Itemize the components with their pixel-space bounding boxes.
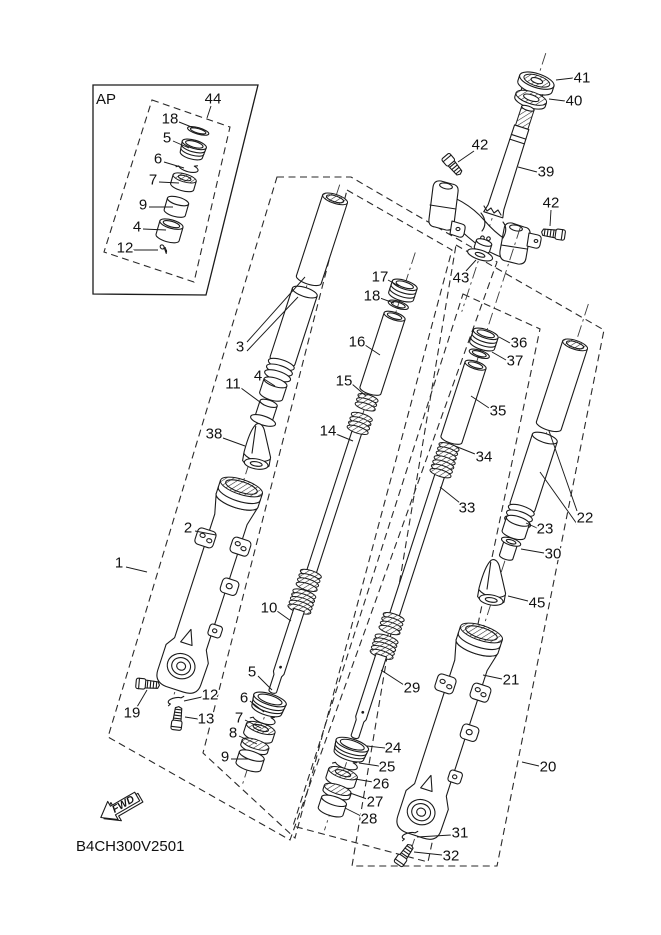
part-label-43: 43 xyxy=(452,269,470,287)
callout-leader xyxy=(518,167,537,172)
callout-leader xyxy=(549,431,577,511)
part-label-2: 2 xyxy=(183,519,193,537)
part-label-24: 24 xyxy=(384,739,402,757)
part-label-28: 28 xyxy=(360,810,378,828)
callout-leader xyxy=(492,352,506,360)
callout-leader xyxy=(521,549,544,553)
part-label-23: 23 xyxy=(536,520,554,538)
part-label-30: 30 xyxy=(544,545,562,563)
part-label-37: 37 xyxy=(506,352,524,370)
part-label-42: 42 xyxy=(542,194,560,212)
callout-leader xyxy=(258,676,272,690)
part-label-12: 12 xyxy=(116,239,134,257)
part-label-5: 5 xyxy=(162,129,172,147)
part-label-4: 4 xyxy=(132,218,142,236)
part-label-16: 16 xyxy=(348,333,366,351)
callout-leader xyxy=(483,675,502,679)
steering-stem-assembly xyxy=(429,48,566,318)
fwd-label: FWD xyxy=(109,793,137,816)
part-33-fork-spring xyxy=(378,454,456,637)
part-label-4: 4 xyxy=(253,367,263,385)
part-label-39: 39 xyxy=(537,163,555,181)
part-32-bolt xyxy=(394,842,416,867)
part-label-15: 15 xyxy=(335,372,353,390)
callout-leader xyxy=(207,106,211,118)
part-39-steering-stem xyxy=(484,103,538,218)
center-internals xyxy=(226,247,431,790)
part-label-33: 33 xyxy=(458,499,476,517)
callout-leader xyxy=(355,779,373,782)
part-label-21: 21 xyxy=(502,671,520,689)
part-12-clip xyxy=(167,696,185,706)
callout-leader xyxy=(540,472,577,524)
callout-leader xyxy=(277,611,291,621)
part-label-10: 10 xyxy=(260,599,278,617)
part-label-40: 40 xyxy=(565,92,583,110)
callout-leader xyxy=(345,808,361,816)
callout-leader xyxy=(381,670,404,685)
part-label-3: 3 xyxy=(235,338,245,356)
part-label-11: 11 xyxy=(225,375,241,393)
part-label-14: 14 xyxy=(319,422,337,440)
part-12-screw-ap xyxy=(159,244,168,253)
part-13-bolt xyxy=(171,706,184,731)
part-label-41: 41 xyxy=(573,69,591,87)
callout-leader xyxy=(185,717,198,719)
part-label-7: 7 xyxy=(148,171,158,189)
part-label-38: 38 xyxy=(205,425,223,443)
callout-leader xyxy=(184,697,202,701)
fwd-arrow xyxy=(96,786,146,829)
part-5-cap-ap xyxy=(178,137,207,162)
callout-leader xyxy=(499,337,510,343)
part-label-1: 1 xyxy=(114,554,124,572)
callout-leader xyxy=(414,852,442,855)
part-label-22: 22 xyxy=(576,509,594,527)
part-label-32: 32 xyxy=(442,847,460,865)
callout-leader xyxy=(126,567,147,572)
callout-leader xyxy=(367,746,385,748)
part-label-12: 12 xyxy=(201,686,219,704)
callout-leader xyxy=(549,99,565,101)
callout-leader xyxy=(508,596,528,601)
callout-leader xyxy=(522,762,539,766)
part-label-36: 36 xyxy=(510,334,528,352)
part-3-inner-tube xyxy=(263,190,349,384)
part-label-19: 19 xyxy=(123,704,141,722)
part-label-8: 8 xyxy=(228,724,238,742)
part-label-18: 18 xyxy=(363,287,381,305)
callout-leader xyxy=(550,210,551,226)
part-42-bolt xyxy=(541,227,566,241)
callout-leader xyxy=(440,487,460,503)
part-label-26: 26 xyxy=(372,775,390,793)
part-6-clip-ap xyxy=(176,160,200,174)
part-4-cup-ap xyxy=(155,217,184,245)
part-label-42: 42 xyxy=(471,136,489,154)
callout-leader xyxy=(223,438,245,446)
part-label-25: 25 xyxy=(378,758,396,776)
part-21-outer-tube xyxy=(389,617,510,844)
part-45-reflector-bracket xyxy=(477,558,511,607)
part-label-13: 13 xyxy=(197,710,215,728)
part-29-damper-rod xyxy=(343,632,399,742)
part-label-5: 5 xyxy=(247,663,257,681)
part-label-45: 45 xyxy=(528,594,546,612)
part-label-6: 6 xyxy=(153,150,163,168)
part-36-37-35-34-cap-spacer xyxy=(433,326,500,463)
part-label-20: 20 xyxy=(539,758,557,776)
part-label-31: 31 xyxy=(451,824,469,842)
diagram-code: B4CH300V2501 xyxy=(76,838,185,855)
part-label-17: 17 xyxy=(371,268,389,286)
part-19-bolt xyxy=(136,678,160,690)
part-label-9: 9 xyxy=(220,748,230,766)
part-label-27: 27 xyxy=(366,793,384,811)
part-label-34: 34 xyxy=(475,448,493,466)
part-38-reflector-bracket xyxy=(242,422,276,471)
callout-leader xyxy=(164,162,184,168)
part-label-9: 9 xyxy=(138,196,148,214)
part-label-35: 35 xyxy=(489,402,507,420)
part-label-6: 6 xyxy=(239,689,249,707)
part-label-44: 44 xyxy=(204,90,222,108)
part-label-7: 7 xyxy=(234,709,244,727)
part-42-bolt xyxy=(441,153,464,178)
part-label-29: 29 xyxy=(403,679,421,697)
callout-leader xyxy=(556,78,573,80)
ap-box-label: AP xyxy=(96,91,117,108)
part-label-18: 18 xyxy=(161,110,179,128)
callout-leader xyxy=(179,122,194,128)
